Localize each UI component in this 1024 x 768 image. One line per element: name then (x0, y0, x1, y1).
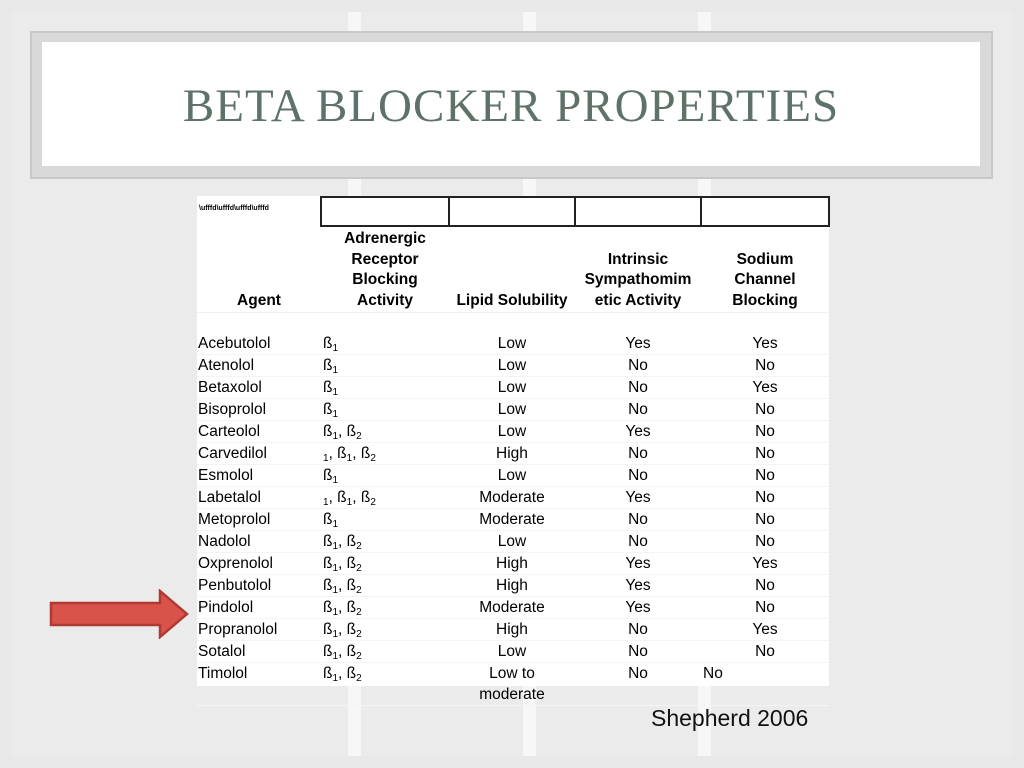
cell-receptor: $ß_1$, $ß_2$ (321, 421, 449, 443)
cell-agent: Bisoprolol (197, 399, 321, 421)
cell-lipid: Low (449, 531, 575, 553)
cell-receptor: $_1$, $ß_1$, $ß_2$ (321, 443, 449, 465)
table-top-row (197, 197, 829, 226)
table-row (197, 553, 829, 575)
cell-lipid: Moderate (449, 487, 575, 509)
cell-agent: Oxprenolol (197, 553, 321, 575)
cell-receptor: $ß_1$ (321, 465, 449, 487)
cell-sodium: No (701, 641, 829, 663)
header-receptor-line: Adrenergic (344, 230, 426, 247)
cell-receptor: $ß_1$ (321, 377, 449, 399)
cell-sodium: No (701, 531, 829, 553)
cell-isa: Yes (575, 333, 701, 355)
cell-receptor: $ß_1$, $ß_2$ (321, 597, 449, 619)
cell-receptor: $_1$, $ß_1$, $ß_2$ (321, 487, 449, 509)
cell-lipid: Low (449, 377, 575, 399)
cell-sodium: No (701, 597, 829, 619)
cell-isa: No (575, 509, 701, 531)
table-row (197, 597, 829, 619)
table-row (197, 509, 829, 531)
table-row (197, 333, 829, 355)
cell-lipid: High (449, 553, 575, 575)
header-spacer-row (197, 313, 829, 334)
header-receptor-line: Receptor (351, 250, 419, 268)
cell-agent: Penbutolol (197, 575, 321, 597)
cell-sodium: No (701, 465, 829, 487)
cell-agent: Sotalol (197, 641, 321, 663)
table-row (197, 377, 829, 399)
cell-isa: No (575, 619, 701, 641)
table-row (197, 355, 829, 377)
cell-isa: Yes (575, 421, 701, 443)
cell-sodium: No (701, 509, 829, 531)
cell-isa: Yes (575, 597, 701, 619)
cell-lipid (449, 663, 575, 706)
table-body (197, 333, 829, 706)
cell-isa: Yes (575, 487, 701, 509)
header-sodium-line: Sodium (736, 250, 794, 268)
corner-cell (197, 197, 321, 226)
header-isa-line: Sympathomim (584, 271, 692, 288)
cell-sodium: No (701, 575, 829, 597)
cell-sodium: No (701, 663, 829, 706)
cell-lipid: Moderate (449, 509, 575, 531)
cell-agent: Carteolol (197, 421, 321, 443)
cell-receptor: $ß_1$ (321, 509, 449, 531)
beta-blocker-table (197, 196, 829, 703)
cell-receptor: $ß_1$, $ß_2$ (321, 619, 449, 641)
cell-agent: Carvedilol (197, 443, 321, 465)
highlight-arrow-icon (48, 589, 190, 639)
table-row (197, 531, 829, 553)
cell-isa: No (575, 377, 701, 399)
cell-lipid: Low (449, 421, 575, 443)
corner-mark: \ufffd\ufffd\ufffd\ufffd (199, 205, 269, 212)
cell-agent: Esmolol (197, 465, 321, 487)
cell-sodium: No (701, 421, 829, 443)
cell-receptor: $ß_1$, $ß_2$ (321, 531, 449, 553)
header-lipid: Lipid Solubility (456, 291, 568, 309)
cell-lipid: Low (449, 355, 575, 377)
cell-isa: No (575, 443, 701, 465)
header-isa (575, 226, 701, 313)
cell-isa: No (575, 399, 701, 421)
header-isa-line: Intrinsic (607, 250, 669, 268)
header-receptor (321, 226, 449, 313)
cell-isa: No (575, 641, 701, 663)
cell-agent: Metoprolol (197, 509, 321, 531)
table-row (197, 421, 829, 443)
table-row (197, 399, 829, 421)
empty-header-box (575, 197, 701, 226)
cell-lipid: High (449, 619, 575, 641)
cell-lipid: Low (449, 641, 575, 663)
table-row (197, 487, 829, 509)
cell-receptor: $ß_1$, $ß_2$ (321, 553, 449, 575)
header-isa-line: etic Activity (594, 291, 682, 309)
table-row (197, 663, 829, 706)
cell-sodium: No (701, 487, 829, 509)
table-header-row (197, 226, 829, 313)
citation: Shepherd 2006 (651, 705, 809, 731)
header-agent: Agent (237, 291, 281, 309)
cell-isa: Yes (575, 575, 701, 597)
cell-agent: Propranolol (197, 619, 321, 641)
title-box (42, 42, 980, 166)
cell-agent: Acebutolol (197, 333, 321, 355)
cell-sodium: No (701, 443, 829, 465)
cell-agent: Nadolol (197, 531, 321, 553)
table-row (197, 575, 829, 597)
header-sodium-line: Blocking (732, 291, 798, 309)
cell-lipid: Low (449, 333, 575, 355)
cell-agent: Labetalol (197, 487, 321, 509)
table-row (197, 465, 829, 487)
cell-sodium: Yes (701, 553, 829, 575)
cell-sodium: Yes (701, 619, 829, 641)
cell-lipid: High (449, 575, 575, 597)
cell-sodium: No (701, 355, 829, 377)
empty-header-box (701, 197, 829, 226)
empty-header-box (449, 197, 575, 226)
cell-receptor: $ß_1$, $ß_2$ (321, 663, 449, 706)
cell-agent: Timolol (197, 663, 321, 706)
cell-lipid: Moderate (449, 597, 575, 619)
slide-title: BETA BLOCKER PROPERTIES (182, 80, 840, 132)
table-row (197, 443, 829, 465)
cell-sodium: Yes (701, 377, 829, 399)
cell-isa: No (575, 355, 701, 377)
cell-isa: No (575, 531, 701, 553)
cell-receptor: $ß_1$ (321, 333, 449, 355)
header-receptor-line: Activity (357, 291, 413, 309)
header-sodium-line: Channel (734, 271, 796, 288)
cell-receptor: $ß_1$, $ß_2$ (321, 641, 449, 663)
cell-receptor: $ß_1$ (321, 355, 449, 377)
cell-receptor: $ß_1$, $ß_2$ (321, 575, 449, 597)
cell-lipid-line: Low to (489, 665, 535, 682)
cell-isa: Yes (575, 553, 701, 575)
cell-agent: Betaxolol (197, 377, 321, 399)
table-row (197, 619, 829, 641)
header-sodium (701, 226, 829, 313)
cell-lipid-line: moderate (479, 686, 545, 703)
cell-sodium: Yes (701, 333, 829, 355)
empty-header-box (321, 197, 449, 226)
cell-agent: Pindolol (197, 597, 321, 619)
cell-isa: No (575, 465, 701, 487)
cell-sodium: No (701, 399, 829, 421)
cell-isa: No (575, 663, 701, 706)
cell-lipid: High (449, 443, 575, 465)
cell-agent: Atenolol (197, 355, 321, 377)
header-receptor-line: Blocking (352, 271, 418, 288)
table-row (197, 641, 829, 663)
cell-lipid: Low (449, 465, 575, 487)
cell-lipid: Low (449, 399, 575, 421)
cell-receptor: $ß_1$ (321, 399, 449, 421)
